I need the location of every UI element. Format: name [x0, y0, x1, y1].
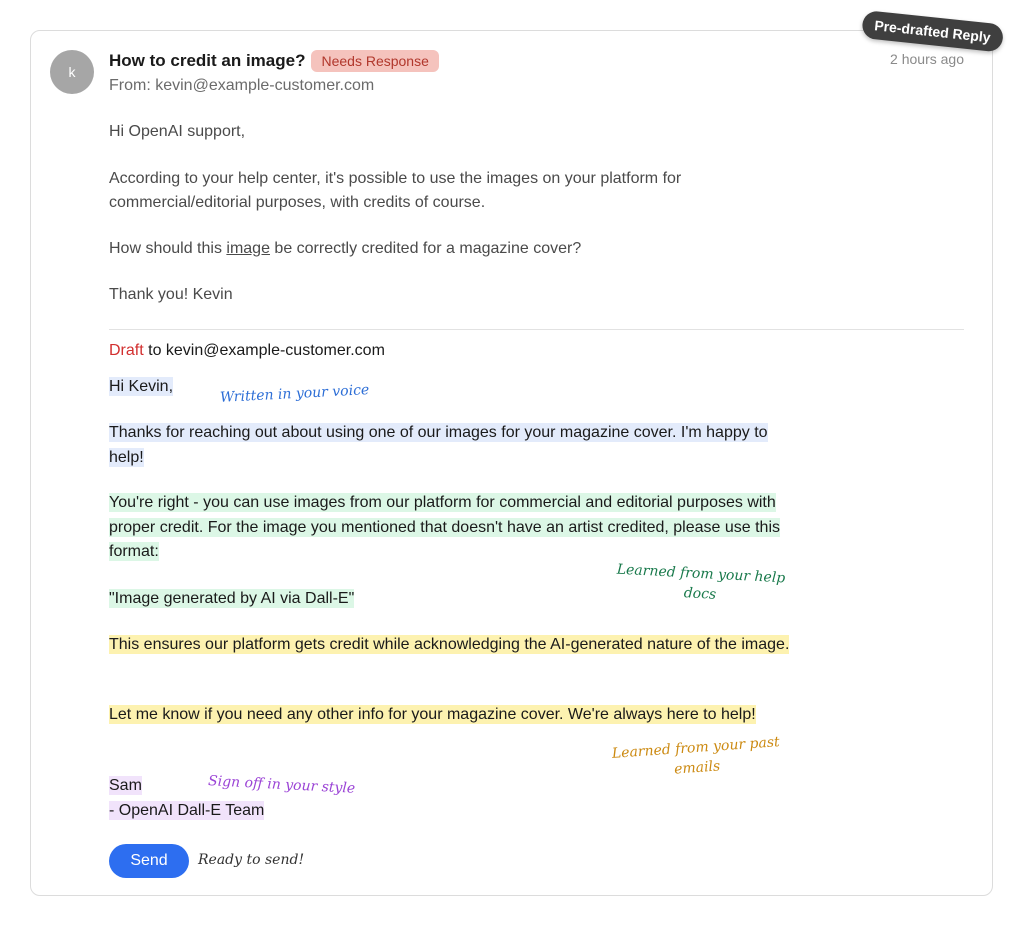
draft-credit-format: "Image generated by AI via Dall-E": [109, 590, 355, 607]
draft-greeting[interactable]: [109, 375, 799, 400]
draft-paragraph-text: You're right - you can use images from our platform for commercial and editorial purposes with proper credit. For the image you mentioned that doesn't have an artist credited, please use this format:: [109, 494, 780, 560]
email-body-line: According to your help center, it's possible to use the images on your platform for commercial/editorial purposes, with credits of course.: [109, 170, 682, 211]
email-timestamp: 2 hours ago: [890, 51, 964, 67]
send-button[interactable]: Send: [109, 844, 189, 878]
draft-recipient-line: [109, 342, 385, 360]
email-body-line: Hi OpenAI support,: [109, 123, 246, 140]
avatar: k: [50, 50, 94, 94]
annotation-voice: Written in your voice: [219, 382, 370, 406]
draft-label: Draft: [109, 342, 144, 359]
annotation-ready: Ready to send!: [198, 852, 305, 868]
annotation-sign-off: Sign off in your style: [207, 773, 356, 797]
draft-paragraph[interactable]: [109, 633, 799, 658]
email-body-line: [109, 237, 789, 261]
draft-paragraph-text: Thanks for reaching out about using one of our images for your magazine cover. I'm happy to help!: [109, 424, 768, 466]
status-badge: Needs Response: [311, 50, 438, 72]
annotation-help-docs: Learned from your help docs: [616, 561, 786, 603]
draft-recipient: to kevin@example-customer.com: [143, 342, 385, 359]
image-link[interactable]: image: [226, 240, 270, 257]
email-body-line: Thank you! Kevin: [109, 286, 233, 303]
pre-drafted-reply-tag: Pre-drafted Reply: [861, 10, 1004, 53]
email-sender: From: kevin@example-customer.com: [109, 77, 375, 94]
draft-paragraph[interactable]: [109, 421, 799, 470]
email-header: [109, 50, 439, 72]
annotation-past-emails: Learned from your past emails: [611, 734, 781, 778]
email-body-text: be correctly credited for a magazine cover?: [269, 240, 582, 257]
draft-signature-team: - OpenAI Dall-E Team: [109, 801, 265, 819]
draft-paragraph[interactable]: [109, 491, 799, 565]
draft-greeting-text: Hi Kevin,: [109, 378, 174, 395]
draft-paragraph[interactable]: [109, 703, 799, 728]
divider: [109, 329, 964, 330]
draft-paragraph-text: Let me know if you need any other info for your magazine cover. We're always here to help!: [109, 706, 756, 723]
draft-signature-name: Sam: [109, 777, 142, 794]
draft-paragraph-text: This ensures our platform gets credit while acknowledging the AI-generated nature of the image.: [109, 636, 790, 653]
email-subject: How to credit an image?: [109, 51, 306, 70]
email-body-text: How should this: [109, 240, 227, 257]
